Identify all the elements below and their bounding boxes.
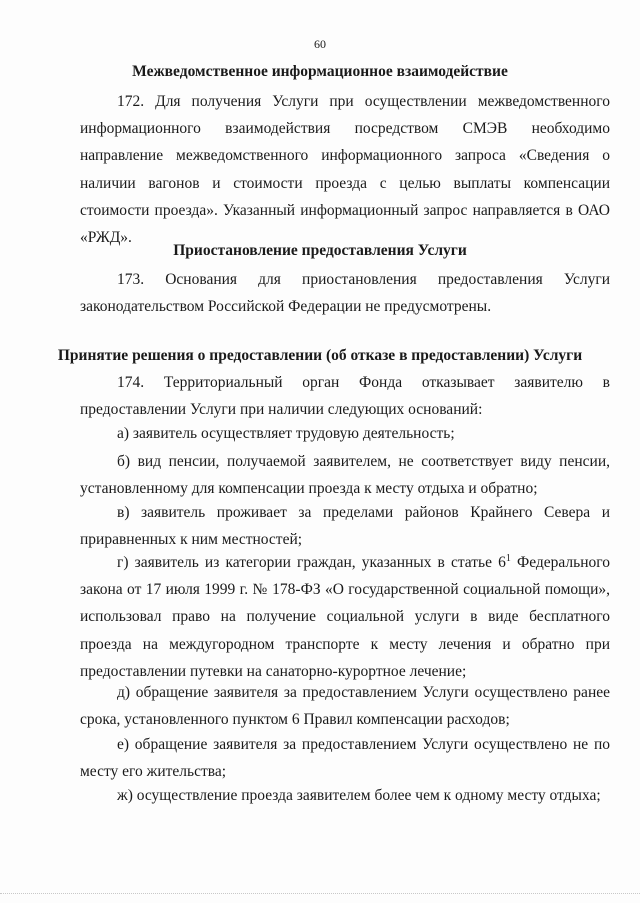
list-item-g-text-start: г) заявитель из категории граждан, указанных в статье 6 [117,554,506,571]
section-title-suspension: Приостановление предоставления Услуги [173,242,467,259]
list-item-v: в) заявитель проживает за пределами районов Крайнего Севера и приравненных к ним местностей; [80,504,610,549]
paragraph-174: 174. Территориальный орган Фонда отказывает заявителю в предоставлении Услуги при наличии следующих оснований: [80,374,610,419]
section-title-decision: Принятие решения о предоставлении (об отказе в предоставлении) Услуги [57,347,583,364]
list-item-d: д) обращение заявителя за предоставлением Услуги осуществлено ранее срока, установленного пунктом 6 Правил компенсации расходов; [80,684,610,729]
article-superscript: 1 [505,552,511,564]
paragraph-172: 172. Для получения Услуги при осуществлении межведомственного информационного взаимодействия посредством СМЭВ необходимо направление межведомственного информационного запроса «Сведения о наличии вагонов и стоимости проезда с целью выплаты компенсации стоимости проезда». Указанный информационный запрос направляется в ОАО «РЖД». [80,93,610,247]
list-item-e: е) обращение заявителя за предоставлением Услуги осуществлено не по месту его жительства; [80,736,610,781]
list-item-a: а) заявитель осуществляет трудовую деятельность; [117,425,455,442]
list-item-g-text-end: Федерального закона от 17 июля 1999 г. № 178-ФЗ «О государственной социальной помощи», использовал право на получение социальной услуги в виде бесплатного проезда на междугородном транспорте к месту лечения и обратно при предоставлении путевки на санаторно-курортное лечение; [80,554,610,680]
page-number: 60 [314,37,326,51]
list-item-g [80,549,610,685]
scan-edge-artifact [0,893,640,896]
paragraph-173: 173. Основания для приостановления предоставления Услуги законодательством Российской Федерации не предусмотрены. [80,271,610,316]
section-title-interagency: Межведомственное информационное взаимодействие [132,63,508,80]
list-item-zh: ж) осуществление проезда заявителем более чем к одному месту отдыха; [117,787,601,804]
list-item-b: б) вид пенсии, получаемой заявителем, не соответствует виду пенсии, установленному для компенсации проезда к месту отдыха и обратно; [80,453,610,498]
